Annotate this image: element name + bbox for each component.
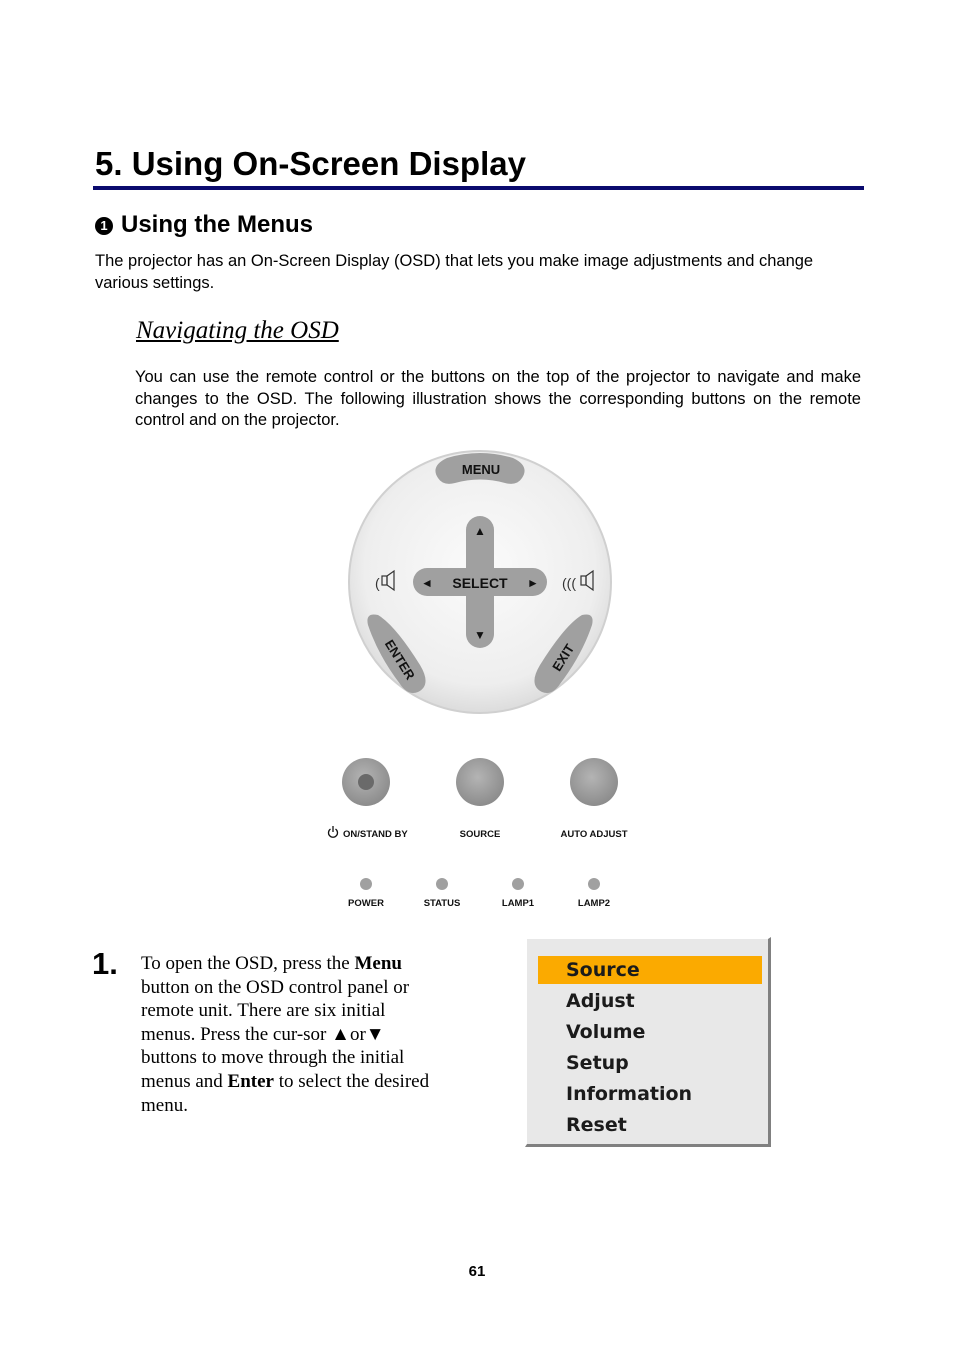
source-button-label: SOURCE [459, 829, 501, 840]
lamp1-indicator [512, 878, 524, 890]
power-icon [329, 826, 338, 837]
section-title: Using the Menus [121, 211, 314, 238]
select-label[interactable]: SELECT [452, 575, 508, 591]
numbered-bullet: 1 [95, 217, 113, 235]
step-instructions [141, 952, 431, 1117]
osd-menu-item-volume[interactable]: Volume [566, 1021, 646, 1043]
down-arrow-icon[interactable]: ▼ [474, 628, 486, 642]
step-text-part: to select the desired menu. [141, 1070, 430, 1116]
osd-menu-item-reset[interactable]: Reset [566, 1114, 627, 1136]
controls-illustration [300, 440, 660, 920]
menu-button[interactable] [435, 453, 524, 484]
indicator-label: STATUS [423, 898, 461, 909]
panel-buttons [329, 758, 628, 840]
enter-label: ENTER [381, 636, 418, 683]
osd-menu-item-adjust[interactable]: Adjust [566, 990, 635, 1012]
up-arrow-icon[interactable]: ▲ [474, 524, 486, 538]
auto-adjust-button-label: AUTO ADJUST [560, 829, 628, 840]
right-arrow-icon[interactable]: ► [527, 576, 539, 590]
step-text-part: To open the OSD, press the [141, 953, 355, 974]
svg-text:(((: ((( [562, 575, 576, 591]
osd-menu-item-information[interactable]: Information [566, 1083, 693, 1105]
exit-label: EXIT [549, 641, 578, 674]
down-arrow-icon: ▼ [365, 1023, 385, 1045]
navigation-paragraph: You can use the remote control or the buttons on the top of the projector to navigate and make changes to the OSD. The following illustration shows the corresponding buttons on the remote control and on the projector. [135, 368, 861, 429]
osd-menu-item-source[interactable]: Source [538, 956, 762, 984]
step-number: 1. [92, 946, 118, 981]
power-indicator [360, 878, 372, 890]
chapter-title: 5. Using On-Screen Display [95, 145, 526, 182]
left-arrow-icon[interactable]: ◄ [421, 576, 433, 590]
menu-label: MENU [461, 462, 501, 477]
title-rule [93, 186, 864, 190]
source-button[interactable] [456, 758, 504, 806]
step-text-part: or [349, 1023, 366, 1045]
status-indicator [436, 878, 448, 890]
menu-keyword: Menu [354, 953, 402, 974]
indicator-label: POWER [348, 898, 384, 909]
indicator-label: LAMP1 [501, 898, 535, 909]
auto-adjust-button[interactable] [570, 758, 618, 806]
enter-keyword: Enter [227, 1070, 274, 1092]
page-number: 61 [468, 1263, 486, 1280]
remote-pad [349, 451, 611, 713]
step-text-part: buttons to move through the initial menus and [141, 1047, 405, 1092]
subsection-title: Navigating the OSD [136, 317, 339, 344]
lamp2-indicator [588, 878, 600, 890]
power-button[interactable] [342, 758, 390, 806]
indicator-row [348, 878, 610, 909]
svg-text:(: ( [375, 575, 380, 591]
osd-menu-item-setup[interactable]: Setup [566, 1052, 629, 1074]
osd-menu [525, 937, 771, 1147]
section-heading [95, 209, 313, 241]
power-button-label: ON/STAND BY [343, 829, 408, 840]
intro-paragraph: The projector has an On-Screen Display (OSD) that lets you make image adjustments and change various settings. [95, 252, 814, 292]
up-arrow-icon: ▲ [331, 1023, 350, 1045]
step-text-part: button on the OSD control panel or remote unit. There are six initial menus. Press the cur-sor [141, 976, 410, 1045]
indicator-label: LAMP2 [577, 898, 611, 909]
